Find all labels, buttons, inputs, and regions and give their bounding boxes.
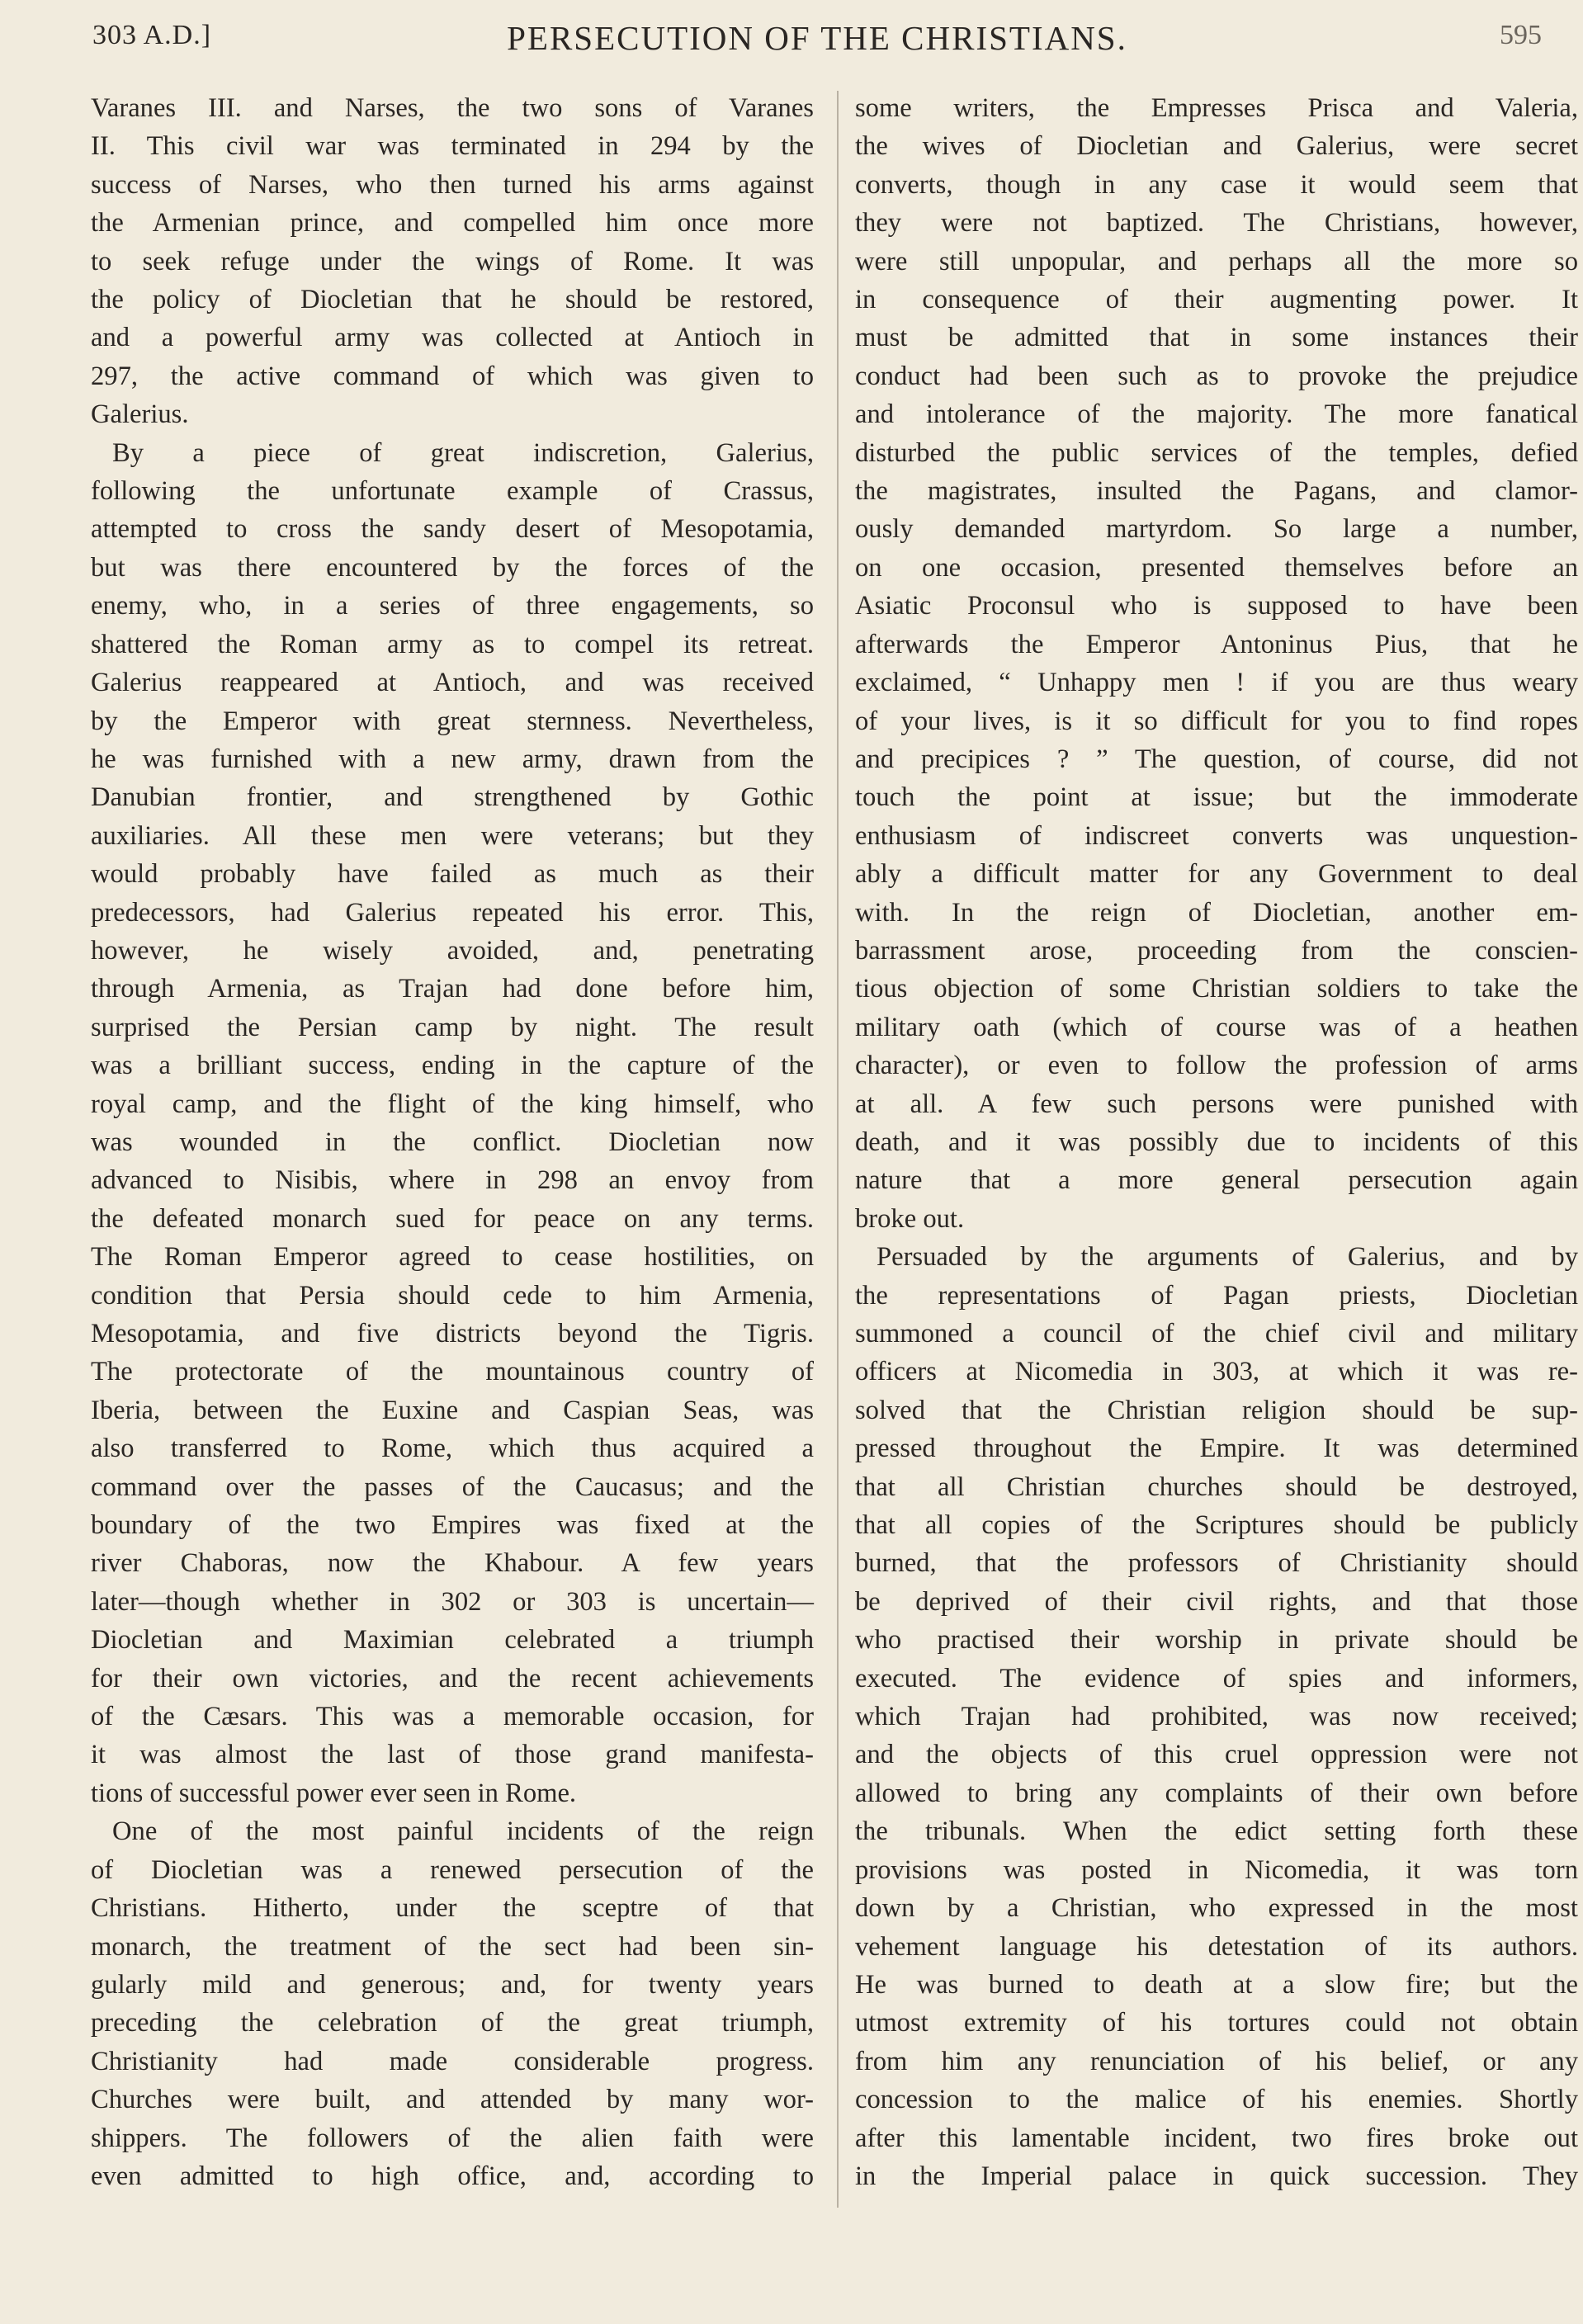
text-line: also transferred to Rome, which thus acquired a (91, 1434, 814, 1464)
text-line: concession to the malice of his enemies. Shortly (855, 2085, 1578, 2115)
text-line: enthusiasm of indiscreet converts was unquestion- (855, 820, 1578, 851)
text-line: surprised the Persian camp by night. The result (91, 1012, 814, 1042)
text-line: executed. The evidence of spies and informers, (855, 1663, 1578, 1693)
text-line: success of Narses, who then turned his arms against (91, 169, 814, 200)
text-line: some writers, the Empresses Prisca and Valeria, (855, 93, 1578, 123)
text-line: Galerius. (91, 399, 189, 430)
text-line: on one occasion, presented themselves before an (855, 552, 1578, 583)
column-rule (837, 91, 839, 2208)
text-line: following the unfortunate example of Crassus, (91, 476, 814, 507)
text-line: ously demanded martyrdom. So large a number, (855, 514, 1578, 545)
text-line: barrassment arose, proceeding from the conscien- (855, 935, 1578, 966)
text-line: Diocletian and Maximian celebrated a triumph (91, 1625, 814, 1656)
text-line: and intolerance of the majority. The more fanatical (855, 399, 1578, 430)
text-line: command over the passes of the Caucasus; and the (91, 1471, 814, 1502)
text-line: would probably have failed as much as their (91, 859, 814, 890)
text-line: of your lives, is it so difficult for you to find ropes (855, 706, 1578, 736)
text-line: officers at Nicomedia in 303, at which it was re- (855, 1357, 1578, 1387)
text-line: of the Cæsars. This was a memorable occasion, for (91, 1702, 814, 1732)
text-line: to seek refuge under the wings of Rome. It was (91, 246, 814, 276)
text-line: boundary of the two Empires was fixed at the (91, 1510, 814, 1541)
text-line: he was furnished with a new army, drawn from the (91, 744, 814, 774)
text-line: Danubian frontier, and strengthened by Gothic (91, 782, 814, 813)
text-line: allowed to bring any complaints of their own before (855, 1778, 1578, 1808)
text-line: disturbed the public services of the temples, defied (855, 437, 1578, 468)
text-line: By a piece of great indiscretion, Galerius, (112, 437, 814, 468)
text-line: The protectorate of the mountainous country of (91, 1357, 814, 1387)
text-line: exclaimed, “ Unhappy men ! if you are thus weary (855, 668, 1578, 698)
text-line: for their own victories, and the recent achievements (91, 1663, 814, 1693)
text-line: and a powerful army was collected at Antioch in (91, 323, 814, 353)
text-line: solved that the Christian religion should be sup- (855, 1395, 1578, 1425)
text-line: the policy of Diocletian that he should be restored, (91, 285, 814, 315)
text-line: nature that a more general persecution again (855, 1165, 1578, 1196)
text-line: He was burned to death at a slow fire; but the (855, 1969, 1578, 2000)
text-line: tions of successful power ever seen in Rome. (91, 1778, 577, 1808)
text-line: converts, though in any case it would seem that (855, 169, 1578, 200)
text-line: burned, that the professors of Christianity should (855, 1548, 1578, 1579)
text-line: at all. A few such persons were punished with (855, 1089, 1578, 1119)
text-line: the magistrates, insulted the Pagans, and clamor- (855, 476, 1578, 507)
right-column (855, 89, 1578, 2195)
text-line: Iberia, between the Euxine and Caspian Seas, was (91, 1395, 814, 1425)
text-line: provisions was posted in Nicomedia, it was torn (855, 1854, 1578, 1885)
text-line: must be admitted that in some instances their (855, 323, 1578, 353)
text-line: be deprived of their civil rights, and that those (855, 1586, 1578, 1617)
text-line: and the objects of this cruel oppression were not (855, 1740, 1578, 1770)
text-line: Varanes III. and Narses, the two sons of Varanes (91, 93, 814, 123)
text-line: gularly mild and generous; and, for twenty years (91, 1969, 814, 2000)
text-line: which Trajan had prohibited, was now received; (855, 1702, 1578, 1732)
text-line: preceding the celebration of the great triumph, (91, 2008, 814, 2038)
text-line: Galerius reappeared at Antioch, and was received (91, 668, 814, 698)
text-line: who practised their worship in private should be (855, 1625, 1578, 1656)
text-line: advanced to Nisibis, where in 298 an envoy from (91, 1165, 814, 1196)
text-line: was a brilliant success, ending in the capture of the (91, 1051, 814, 1081)
text-line: that all Christian churches should be destroyed, (855, 1471, 1578, 1502)
text-line: enemy, who, in a series of three engagements, so (91, 591, 814, 621)
text-line: it was almost the last of those grand manifesta- (91, 1740, 814, 1770)
text-line: tious objection of some Christian soldiers to take the (855, 974, 1578, 1004)
text-line: down by a Christian, who expressed in the most (855, 1893, 1578, 1924)
text-line: military oath (which of course was of a heathen (855, 1012, 1578, 1042)
text-line: shippers. The followers of the alien faith were (91, 2123, 814, 2153)
text-line: afterwards the Emperor Antoninus Pius, that he (855, 629, 1578, 659)
page-number: 595 (1500, 20, 1542, 50)
text-line: Christianity had made considerable progress. (91, 2046, 814, 2076)
text-line: the tribunals. When the edict setting forth these (855, 1816, 1578, 1847)
text-line: character), or even to follow the profession of arms (855, 1051, 1578, 1081)
text-line: even admitted to high office, and, according to (91, 2161, 814, 2191)
text-line: was wounded in the conflict. Diocletian now (91, 1127, 814, 1157)
text-line: condition that Persia should cede to him Armenia, (91, 1280, 814, 1311)
text-line: later—though whether in 302 or 303 is uncertain— (91, 1586, 814, 1617)
text-line: river Chaboras, now the Khabour. A few years (91, 1548, 814, 1579)
text-line: in the Imperial palace in quick succession. They (855, 2161, 1578, 2191)
text-line: the defeated monarch sued for peace on any terms. (91, 1203, 814, 1234)
text-line: after this lamentable incident, two fires broke out (855, 2123, 1578, 2153)
text-line: The Roman Emperor agreed to cease hostilities, on (91, 1242, 814, 1273)
text-line: in consequence of their augmenting power. It (855, 285, 1578, 315)
text-line: Churches were built, and attended by many wor- (91, 2085, 814, 2115)
text-line: from him any renunciation of his belief, or any (855, 2046, 1578, 2076)
text-line: touch the point at issue; but the immoderate (855, 782, 1578, 813)
text-line: ably a difficult matter for any Government to deal (855, 859, 1578, 890)
text-line: Asiatic Proconsul who is supposed to have been (855, 591, 1578, 621)
text-line: summoned a council of the chief civil and military (855, 1319, 1578, 1349)
text-line: but was there encountered by the forces of the (91, 552, 814, 583)
text-line: death, and it was possibly due to incidents of this (855, 1127, 1578, 1157)
text-line: however, he wisely avoided, and, penetrating (91, 935, 814, 966)
text-line: One of the most painful incidents of the reign (112, 1816, 814, 1847)
left-column (91, 89, 814, 2195)
text-line: Persuaded by the arguments of Galerius, and by (877, 1242, 1578, 1273)
text-line: of Diocletian was a renewed persecution of the (91, 1854, 814, 1885)
header-date: 303 A.D.] (92, 20, 212, 50)
text-line: vehement language his detestation of its authors. (855, 1931, 1578, 1962)
text-line: broke out. (855, 1203, 965, 1234)
text-line: through Armenia, as Trajan had done before him, (91, 974, 814, 1004)
text-line: auxiliaries. All these men were veterans; but they (91, 820, 814, 851)
text-line: shattered the Roman army as to compel its retreat. (91, 629, 814, 659)
text-line: by the Emperor with great sternness. Nevertheless, (91, 706, 814, 736)
text-line: the Armenian prince, and compelled him once more (91, 208, 814, 239)
text-line: with. In the reign of Diocletian, another em- (855, 897, 1578, 928)
text-line: II. This civil war was terminated in 294 by the (91, 131, 814, 162)
running-header (92, 7, 1542, 64)
text-line: attempted to cross the sandy desert of Mesopotamia, (91, 514, 814, 545)
text-line: that all copies of the Scriptures should be publicly (855, 1510, 1578, 1541)
text-line: were still unpopular, and perhaps all the more so (855, 246, 1578, 276)
text-line: utmost extremity of his tortures could not obtain (855, 2008, 1578, 2038)
text-line: and precipices ? ” The question, of course, did not (855, 744, 1578, 774)
text-line: Mesopotamia, and five districts beyond the Tigris. (91, 1319, 814, 1349)
text-line: predecessors, had Galerius repeated his error. This, (91, 897, 814, 928)
header-title: PERSECUTION OF THE CHRISTIANS. (507, 19, 1127, 57)
text-line: Christians. Hitherto, under the sceptre of that (91, 1893, 814, 1924)
text-line: the representations of Pagan priests, Diocletian (855, 1280, 1578, 1311)
text-line: conduct had been such as to provoke the prejudice (855, 361, 1578, 391)
text-line: they were not baptized. The Christians, however, (855, 208, 1578, 239)
text-line: the wives of Diocletian and Galerius, were secret (855, 131, 1578, 162)
text-line: royal camp, and the flight of the king himself, who (91, 1089, 814, 1119)
text-line: pressed throughout the Empire. It was determined (855, 1434, 1578, 1464)
text-line: monarch, the treatment of the sect had been sin- (91, 1931, 814, 1962)
text-line: 297, the active command of which was given to (91, 361, 814, 391)
